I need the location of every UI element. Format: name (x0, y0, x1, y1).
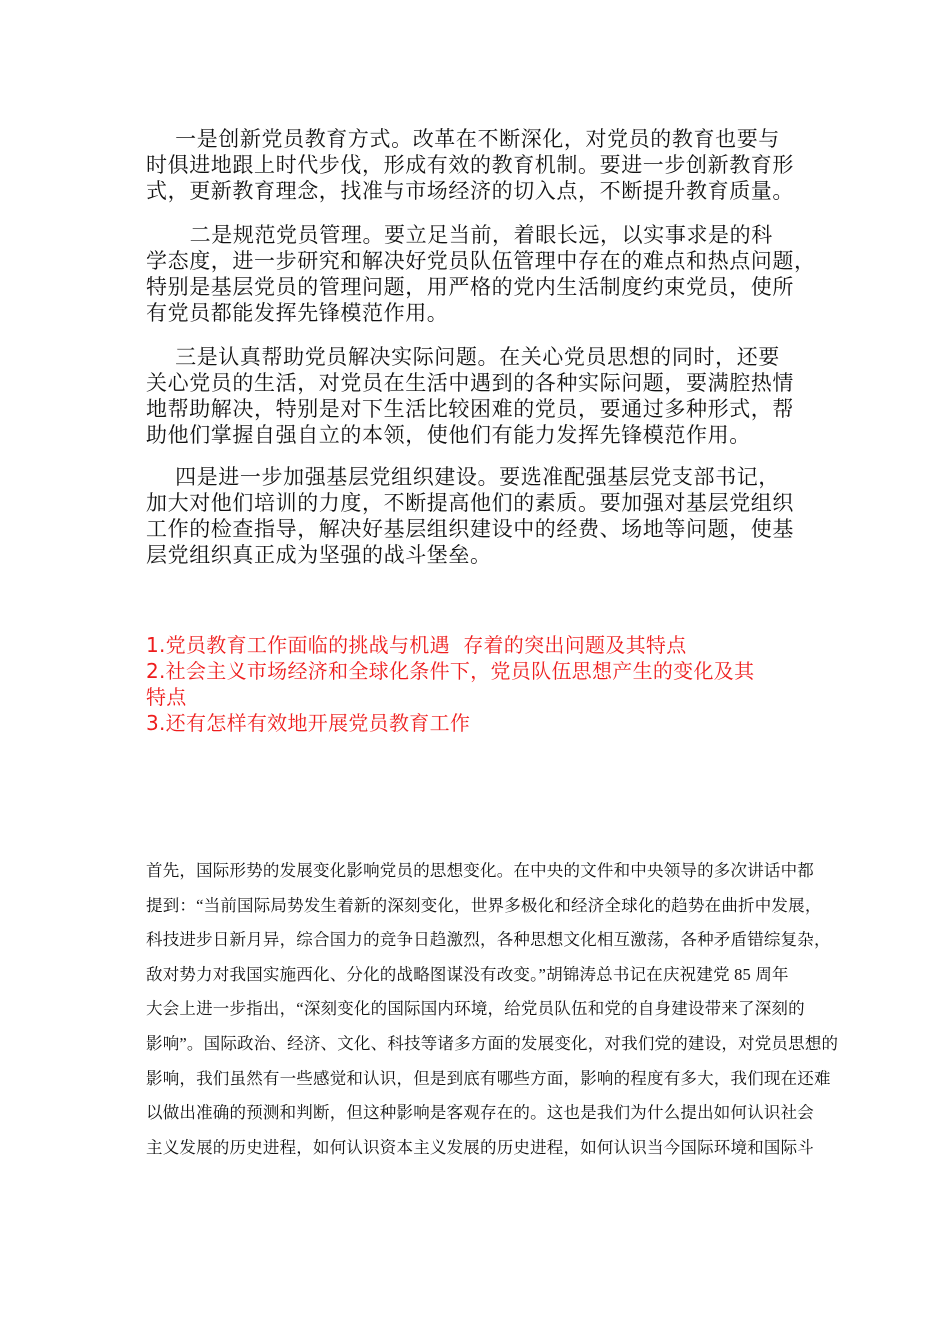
text-line: 以做出准确的预测和判断，但这种影响是客观存在的。这也是我们为什么提出如何认识社会 (146, 1103, 814, 1123)
text-line: 一是创新党员教育方式。改革在不断深化，对党员的教育也要与 (146, 127, 780, 151)
paragraph-innovate-education (146, 126, 794, 204)
outline-item: 1.党员教育工作面临的挑战与机遇 存着的突出问题及其特点 (146, 633, 687, 657)
text-line: 关心党员的生活，对党员在生活中遇到的各种实际问题，要满腔热情 (146, 371, 794, 395)
red-outline-list (146, 632, 754, 736)
text-line: 工作的检查指导，解决好基层组织建设中的经费、场地等问题，使基 (146, 517, 794, 541)
text-line: 敌对势力对我国实施西化、分化的战略图谋没有改变。”胡锦涛总书记在庆祝建党 85 周年 (146, 964, 789, 984)
text-line: 地帮助解决，特别是对下生活比较困难的党员，要通过多种形式，帮 (146, 397, 794, 421)
text-line: 三是认真帮助党员解决实际问题。在关心党员思想的同时，还要 (146, 345, 780, 369)
outline-item: 特点 (146, 685, 187, 709)
paragraph-regulate-management (146, 222, 816, 326)
body-paragraph-international-situation (146, 854, 838, 1165)
text-line: 二是规范党员管理。要立足当前，着眼长远，以实事求是的科 (146, 223, 773, 247)
text-line: 式，更新教育理念，找准与市场经济的切入点，不断提升教育质量。 (146, 179, 794, 203)
paragraph-help-members (146, 344, 794, 448)
text-line: 时俱进地跟上时代步伐，形成有效的教育机制。要进一步创新教育形 (146, 153, 794, 177)
paragraph-strengthen-organization (146, 464, 794, 568)
text-line: 层党组织真正成为坚强的战斗堡垒。 (146, 543, 492, 567)
text-line: 提到：“当前国际局势发生着新的深刻变化，世界多极化和经济全球化的趋势在曲折中发展， (146, 895, 822, 915)
text-line: 大会上进一步指出，“深刻变化的国际国内环境，给党员队伍和党的自身建设带来了深刻的 (146, 999, 805, 1019)
text-line: 加大对他们培训的力度，不断提高他们的素质。要加强对基层党组织 (146, 491, 794, 515)
text-line: 首先，国际形势的发展变化影响党员的思想变化。在中央的文件和中央领导的多次讲话中都 (146, 861, 814, 880)
outline-item: 3.还有怎样有效地开展党员教育工作 (146, 711, 471, 735)
text-line: 有党员都能发挥先锋模范作用。 (146, 301, 449, 325)
text-line: 四是进一步加强基层党组织建设。要选准配强基层党支部书记， (146, 465, 780, 489)
text-line: 影响，我们虽然有一些感觉和认识，但是到底有哪些方面，影响的程度有多大，我们现在还难 (146, 1068, 831, 1088)
text-line: 特别是基层党员的管理问题，用严格的党内生活制度约束党员，使所 (146, 275, 794, 299)
text-line: 助他们掌握自强自立的本领，使他们有能力发挥先锋模范作用。 (146, 423, 751, 447)
text-line: 科技进步日新月异，综合国力的竞争日趋激烈，各种思想文化相互激荡，各种矛盾错综复杂， (146, 930, 831, 950)
text-line: 学态度，进一步研究和解决好党员队伍管理中存在的难点和热点问题， (146, 249, 816, 273)
text-line: 主义发展的历史进程，如何认识资本主义发展的历史进程，如何认识当今国际环境和国际斗 (146, 1137, 814, 1157)
text-line: 影响”。国际政治、经济、文化、科技等诸多方面的发展变化，对我们党的建设，对党员思想的 (146, 1033, 839, 1053)
outline-item: 2.社会主义市场经济和全球化条件下，党员队伍思想产生的变化及其 (146, 659, 755, 683)
